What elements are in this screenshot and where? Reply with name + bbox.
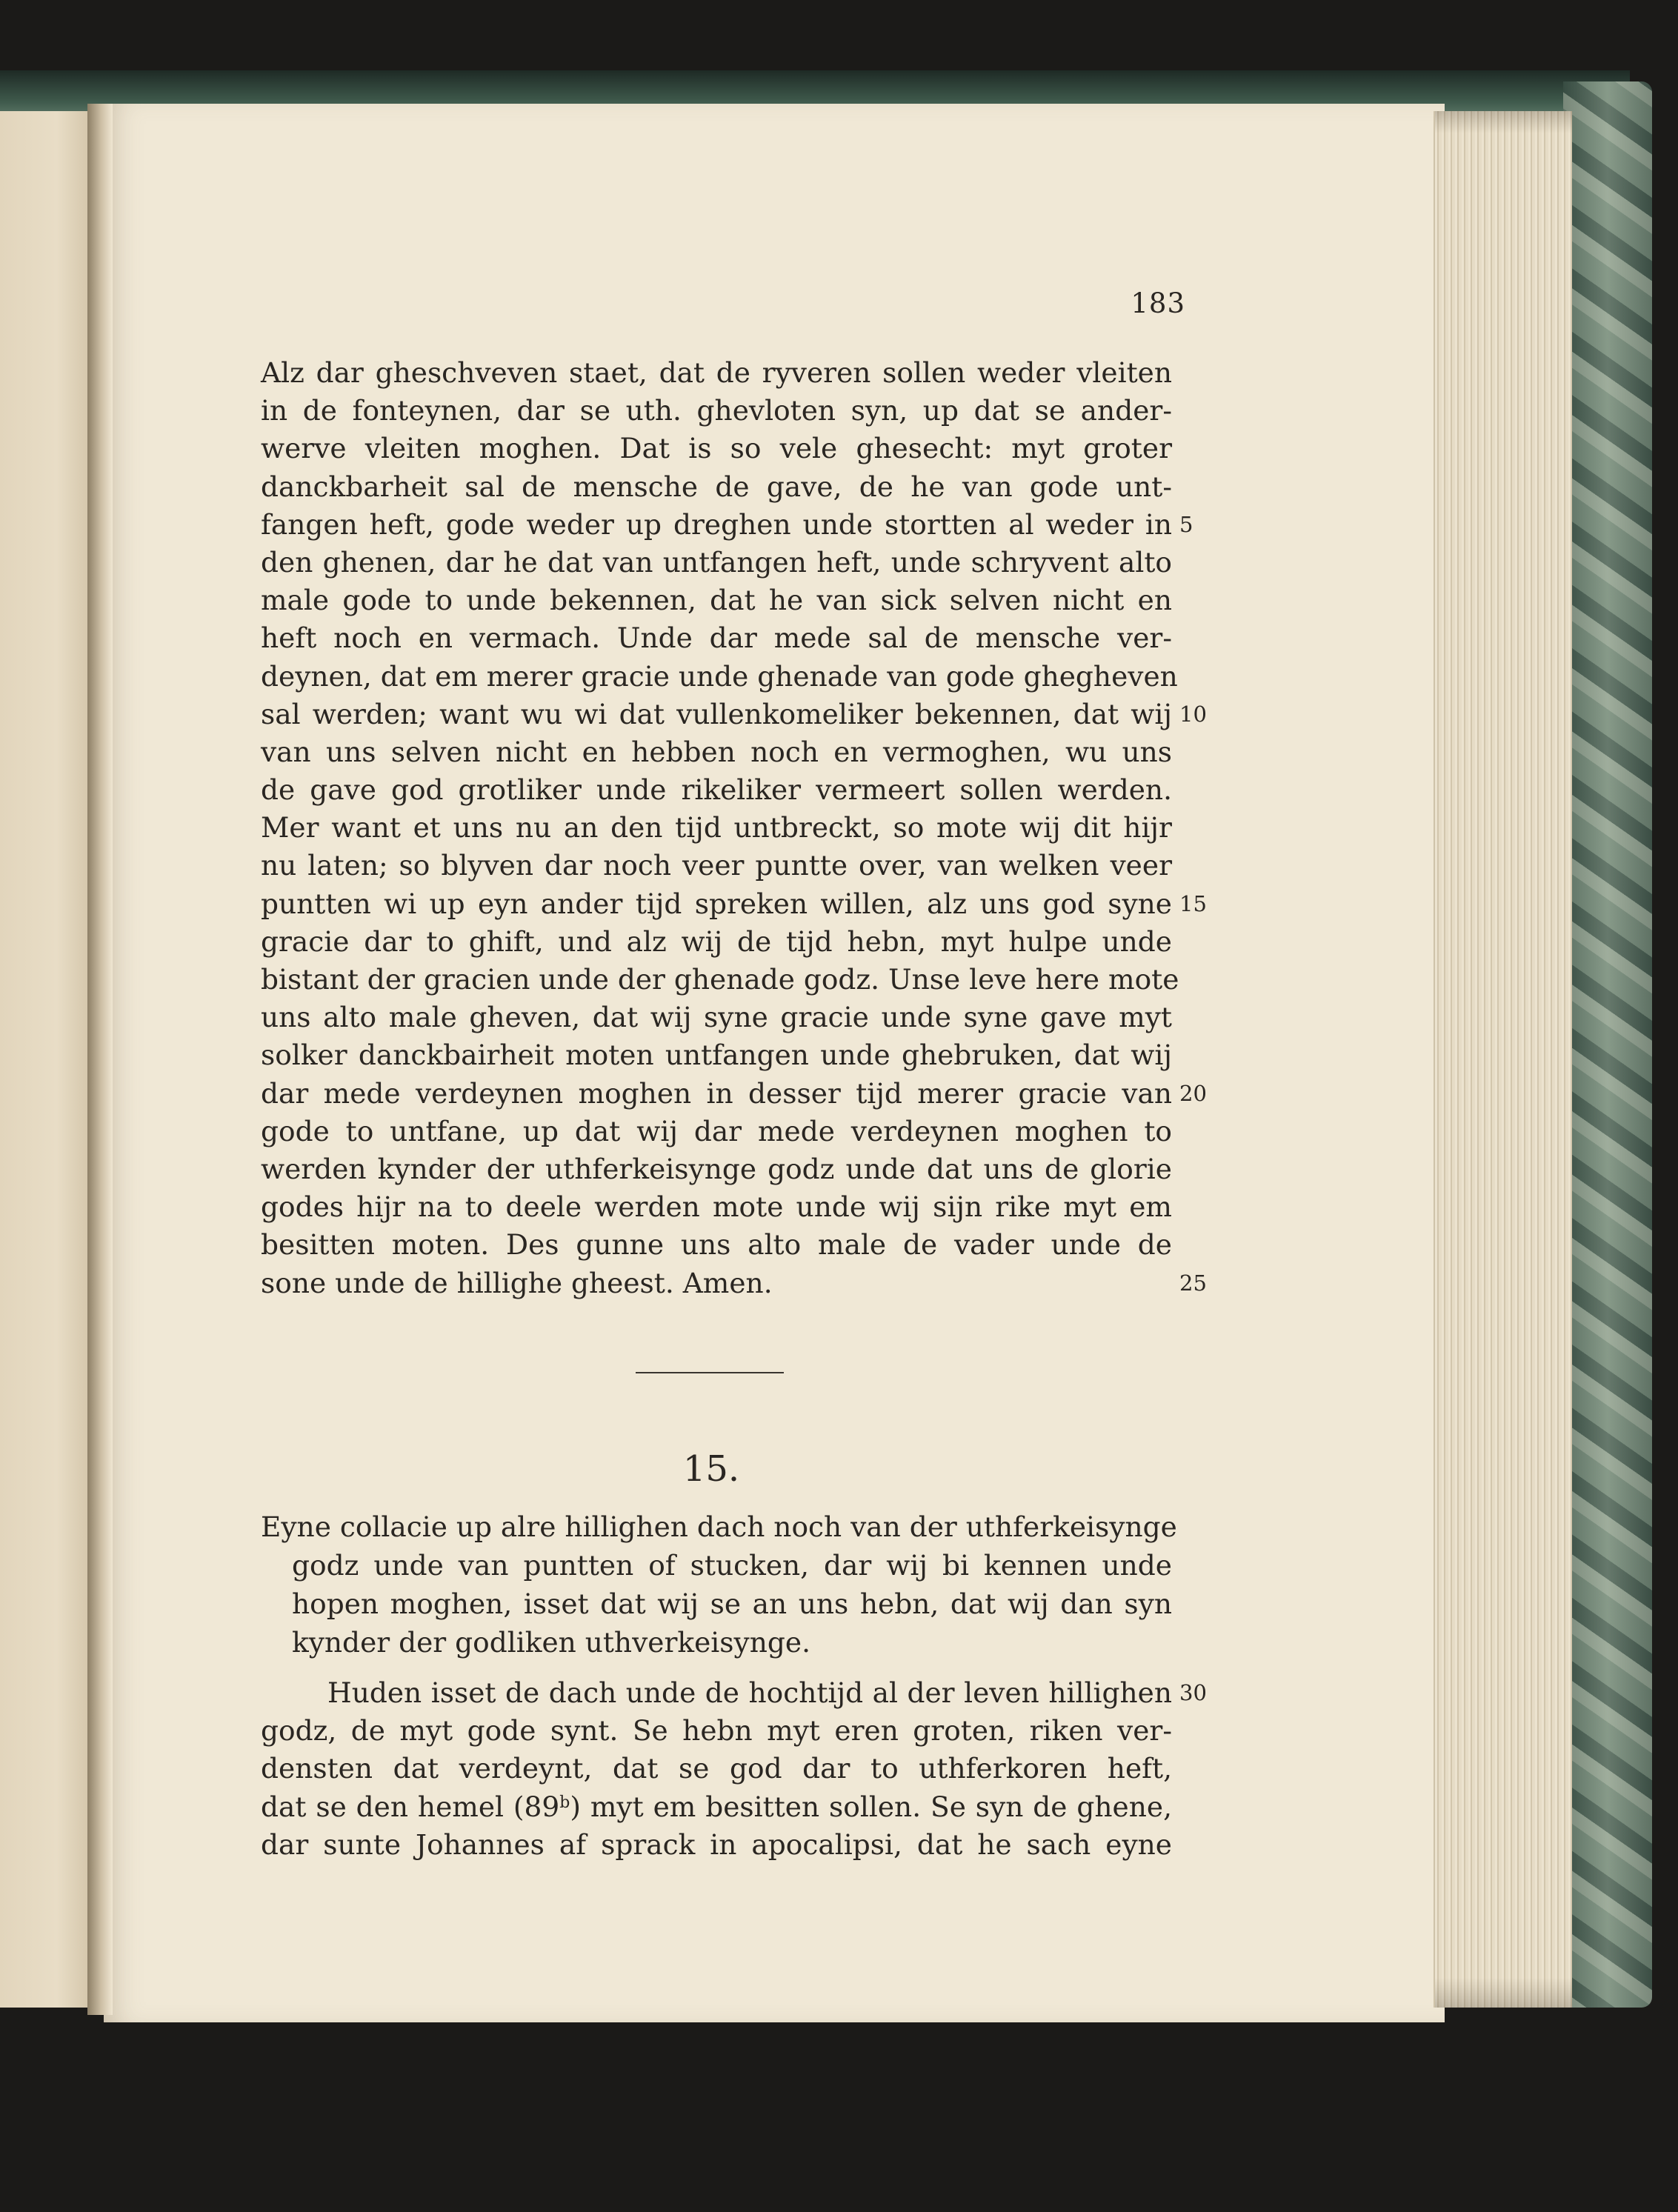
text-line: van uns selven nicht en hebben noch en vermoghen, wu uns (261, 735, 1172, 768)
text-line: male gode to unde bekennen, dat he van sick selven nicht en (261, 584, 1172, 617)
text-line: densten dat verdeynt, dat se god dar to uthferkoren heft, (261, 1752, 1172, 1785)
line-number: 25 (1179, 1270, 1207, 1296)
text-line: solker danckbairheit moten untfangen unde ghebruken, dat wij (261, 1039, 1172, 1072)
section-heading (261, 1508, 1177, 1662)
line-number: 15 (1179, 890, 1207, 916)
book-cover-marbled (1563, 81, 1652, 2008)
line-number: 30 (1179, 1680, 1207, 1705)
paragraph-2 (261, 1674, 1207, 1864)
text-line: Mer want et uns nu an den tijd untbreckt, so mote wij dit hijr (261, 811, 1172, 845)
paragraph-1 (261, 354, 1207, 1302)
text-line: gode to untfane, up dat wij dar mede verdeynen moghen to (261, 1114, 1172, 1147)
line-number: 10 (1179, 701, 1207, 727)
text-line: godz, de myt gode synt. Se hebn myt eren groten, riken ver- (261, 1714, 1172, 1748)
text-line: fangen heft, gode weder up dreghen unde stortten al weder in 5 (261, 506, 1172, 544)
book-gutter (87, 104, 113, 2015)
section-divider (636, 1372, 784, 1373)
text-line: Huden isset de dach unde de hochtijd al der leven hillighen 30 (261, 1674, 1172, 1712)
text-line: dat se den hemel (89$^b$) myt em besitten sollen. Se syn de ghene, (261, 1790, 1172, 1823)
folio-superscript: b (559, 1793, 570, 1812)
line-number: 5 (1179, 511, 1193, 537)
text-line: Alz dar gheschveven staet, dat de ryveren sollen weder vleiten (261, 356, 1172, 389)
text-line: nu laten; so blyven dar noch veer puntte over, van welken veer (261, 849, 1172, 882)
left-page (0, 111, 95, 2008)
text-line: deynen, dat em merer gracie unde ghenade van gode ghegheven (261, 659, 1178, 693)
text-line: den ghenen, dar he dat van untfangen heft, unde schryvent alto (261, 545, 1172, 579)
heading-line: Eyne collacie up alre hillighen dach noch van der uthferkeisynge (261, 1510, 1177, 1543)
text-line: werve vleiten moghen. Dat is so vele ghesecht: myt groter (261, 432, 1172, 465)
text-line: heft noch en vermach. Unde dar mede sal de mensche ver- (261, 622, 1172, 655)
text-line: puntten wi up eyn ander tijd spreken willen, alz uns god syne 15 (261, 885, 1172, 923)
text-line: uns alto male gheven, dat wij syne gracie unde syne gave myt (261, 1001, 1172, 1034)
heading-line: godz unde van puntten of stucken, dar wij bi kennen unde (292, 1549, 1172, 1582)
page-edges (1434, 111, 1572, 2008)
text-line: de gave god grotliker unde rikeliker vermeert sollen werden. (261, 773, 1172, 807)
text-line: werden kynder der uthferkeisynge godz unde dat uns de glorie (261, 1152, 1172, 1185)
heading-line: hopen moghen, isset dat wij se an uns hebn, dat wij dan syn (292, 1588, 1172, 1620)
text-line: besitten moten. Des gunne uns alto male de vader unde de (261, 1228, 1172, 1262)
line-number: 20 (1179, 1080, 1207, 1106)
text-line: bistant der gracien unde der ghenade godz. Unse leve here mote (261, 963, 1179, 996)
text-line: danckbarheit sal de mensche de gave, de he van gode unt- (261, 470, 1172, 503)
text-line: dar sunte Johannes af sprack in apocalipsi, dat he sach eyne (261, 1828, 1172, 1861)
text-line: gracie dar to ghift, und alz wij de tijd hebn, myt hulpe unde (261, 925, 1172, 958)
text-line: godes hijr na to deele werden mote unde wij sijn rike myt em (261, 1190, 1172, 1224)
text-line: dar mede verdeynen moghen in desser tijd merer gracie van 20 (261, 1075, 1172, 1113)
section-number: 15. (682, 1448, 740, 1490)
heading-line: kynder der godliken uthverkeisynge. (292, 1626, 810, 1659)
page-number: 183 (1131, 287, 1185, 319)
text-line: sone unde de hillighe gheest. Amen. 25 (261, 1265, 1172, 1302)
text-line: in de fonteynen, dar se uth. ghevloten syn, up dat se ander- (261, 394, 1172, 427)
text-line: sal werden; want wu wi dat vullenkomeliker bekennen, dat wij 10 (261, 696, 1172, 733)
